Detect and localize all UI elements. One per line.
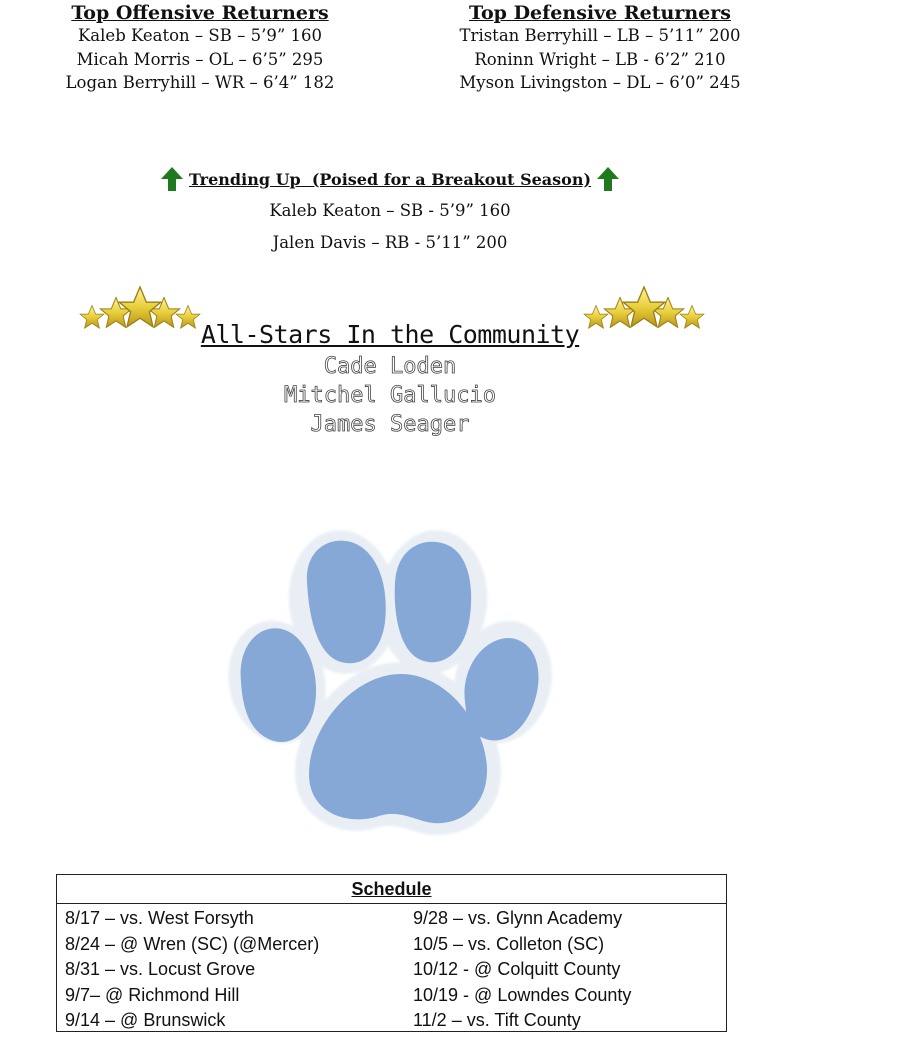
schedule-game: 8/17 – vs. West Forsyth xyxy=(65,908,254,928)
schedule-game: 9/14 – @ Brunswick xyxy=(65,1010,226,1030)
allstar-name: Mitchel Gallucio xyxy=(284,383,496,408)
trending-up-heading xyxy=(160,166,620,192)
gold-stars-icon xyxy=(78,282,202,338)
trending-player: Kaleb Keaton – SB - 5’9” 160 xyxy=(269,201,511,220)
up-arrow-icon xyxy=(596,166,620,192)
defensive-player: Roninn Wright – LB - 6’2” 210 xyxy=(474,49,726,69)
trending-up-title: Trending Up (Poised for a Breakout Season) xyxy=(188,169,592,189)
schedule-game: 10/12 - @ Colquitt County xyxy=(413,959,621,979)
schedule-heading xyxy=(57,875,726,904)
schedule-game: 10/5 – vs. Colleton (SC) xyxy=(413,933,605,954)
schedule-game: 11/2 – vs. Tift County xyxy=(413,1010,581,1030)
gold-stars-icon xyxy=(582,282,706,338)
allstar-name: Cade Loden xyxy=(323,354,457,379)
offensive-returners-section xyxy=(40,2,360,95)
schedule-game: 9/28 – vs. Glynn Academy xyxy=(413,908,623,928)
offensive-player: Micah Morris – OL – 6’5” 295 xyxy=(76,49,324,69)
schedule-game: 10/19 - @ Lowndes County xyxy=(413,984,632,1005)
paw-print-icon xyxy=(225,522,565,852)
offensive-player: Logan Berryhill – WR – 6’4” 182 xyxy=(65,73,335,92)
schedule-game: 9/7– @ Richmond Hill xyxy=(65,984,240,1005)
schedule-column-left xyxy=(65,906,413,1034)
defensive-player: Myson Livingston – DL – 6’0” 245 xyxy=(459,73,741,92)
defensive-returners-section xyxy=(440,2,760,95)
schedule-title: Schedule xyxy=(351,879,432,899)
trending-up-section xyxy=(150,166,630,255)
schedule-column-right xyxy=(413,906,713,1034)
schedule-table xyxy=(56,874,727,1032)
schedule-game: 8/24 – @ Wren (SC) (@Mercer) xyxy=(65,933,320,954)
schedule-game: 8/31 – vs. Locust Grove xyxy=(65,959,256,979)
allstars-heading: All-Stars In the Community xyxy=(200,320,580,349)
trending-player: Jalen Davis – RB - 5’11” 200 xyxy=(272,233,508,252)
allstar-name: James Seager xyxy=(310,412,470,437)
defensive-returners-heading: Top Defensive Returners xyxy=(469,2,731,24)
up-arrow-icon xyxy=(160,166,184,192)
offensive-returners-heading: Top Offensive Returners xyxy=(71,2,329,24)
offensive-player: Kaleb Keaton – SB – 5’9” 160 xyxy=(77,26,322,45)
allstars-section xyxy=(190,318,590,439)
defensive-player: Tristan Berryhill – LB – 5’11” 200 xyxy=(459,26,741,45)
